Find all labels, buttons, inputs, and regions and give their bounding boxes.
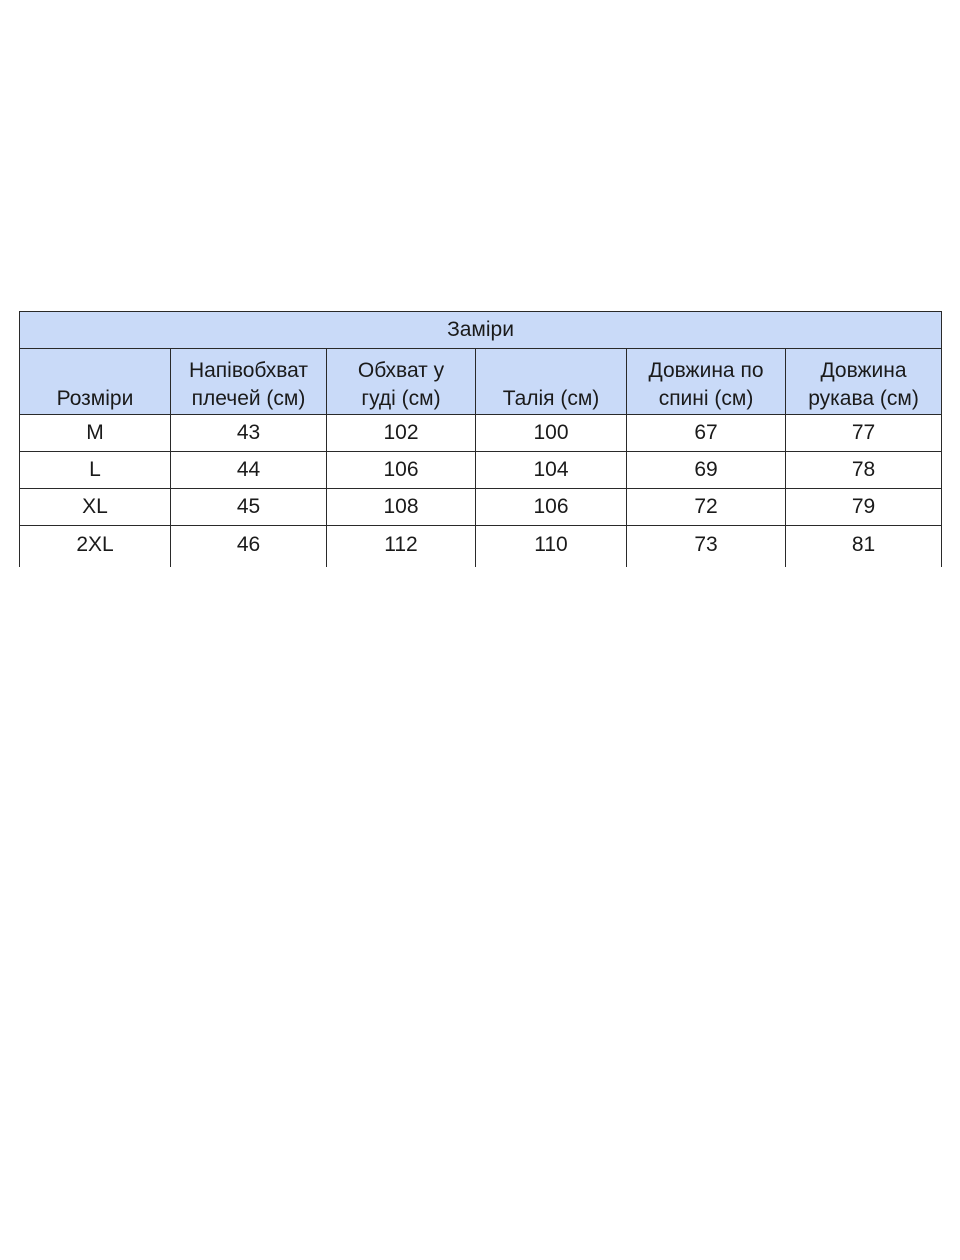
shoulders-cell: 45 <box>171 489 327 526</box>
sleeve-length-cell: 79 <box>786 489 942 526</box>
sleeve-length-cell: 77 <box>786 415 942 452</box>
shoulders-cell: 43 <box>171 415 327 452</box>
column-header-chest-line-1: Обхват у <box>357 359 445 382</box>
back-length-cell: 67 <box>627 415 786 452</box>
waist-cell: 110 <box>476 526 627 568</box>
size-cell: XL <box>20 489 171 526</box>
back-length-cell: 73 <box>627 526 786 568</box>
column-header-back-length <box>627 349 786 415</box>
column-header-sleeve-length <box>786 349 942 415</box>
column-header-sleeve-length-line-2: рукава (см) <box>808 387 919 410</box>
table-title: Заміри <box>20 312 942 349</box>
waist-cell: 100 <box>476 415 627 452</box>
column-header-back-length-line-1: Довжина по <box>648 359 764 382</box>
sleeve-length-cell: 78 <box>786 452 942 489</box>
size-cell: L <box>20 452 171 489</box>
size-cell: 2XL <box>20 526 171 568</box>
column-header-waist-line: Талія (см) <box>502 387 600 410</box>
waist-cell: 104 <box>476 452 627 489</box>
chest-cell: 106 <box>327 452 476 489</box>
table-row <box>20 452 942 489</box>
table-row <box>20 489 942 526</box>
chest-cell: 102 <box>327 415 476 452</box>
size-chart-table <box>19 311 942 567</box>
shoulders-cell: 44 <box>171 452 327 489</box>
shoulders-cell: 46 <box>171 526 327 568</box>
column-header-shoulders-line-1: Напівобхват <box>188 359 309 382</box>
column-header-shoulders <box>171 349 327 415</box>
chest-cell: 112 <box>327 526 476 568</box>
table-title-row <box>20 312 942 349</box>
column-header-waist <box>476 349 627 415</box>
column-header-size-line: Розміри <box>56 387 134 410</box>
back-length-cell: 69 <box>627 452 786 489</box>
column-header-sleeve-length-line-1: Довжина <box>820 359 907 382</box>
table-row <box>20 526 942 568</box>
column-header-chest <box>327 349 476 415</box>
size-cell: M <box>20 415 171 452</box>
back-length-cell: 72 <box>627 489 786 526</box>
waist-cell: 106 <box>476 489 627 526</box>
column-header-chest-line-2: гуді (см) <box>361 387 441 410</box>
table-row <box>20 415 942 452</box>
column-header-back-length-line-2: спині (см) <box>658 387 754 410</box>
sleeve-length-cell: 81 <box>786 526 942 568</box>
column-header-row <box>20 349 942 415</box>
column-header-shoulders-line-2: плечей (см) <box>191 387 306 410</box>
chest-cell: 108 <box>327 489 476 526</box>
column-header-size <box>20 349 171 415</box>
